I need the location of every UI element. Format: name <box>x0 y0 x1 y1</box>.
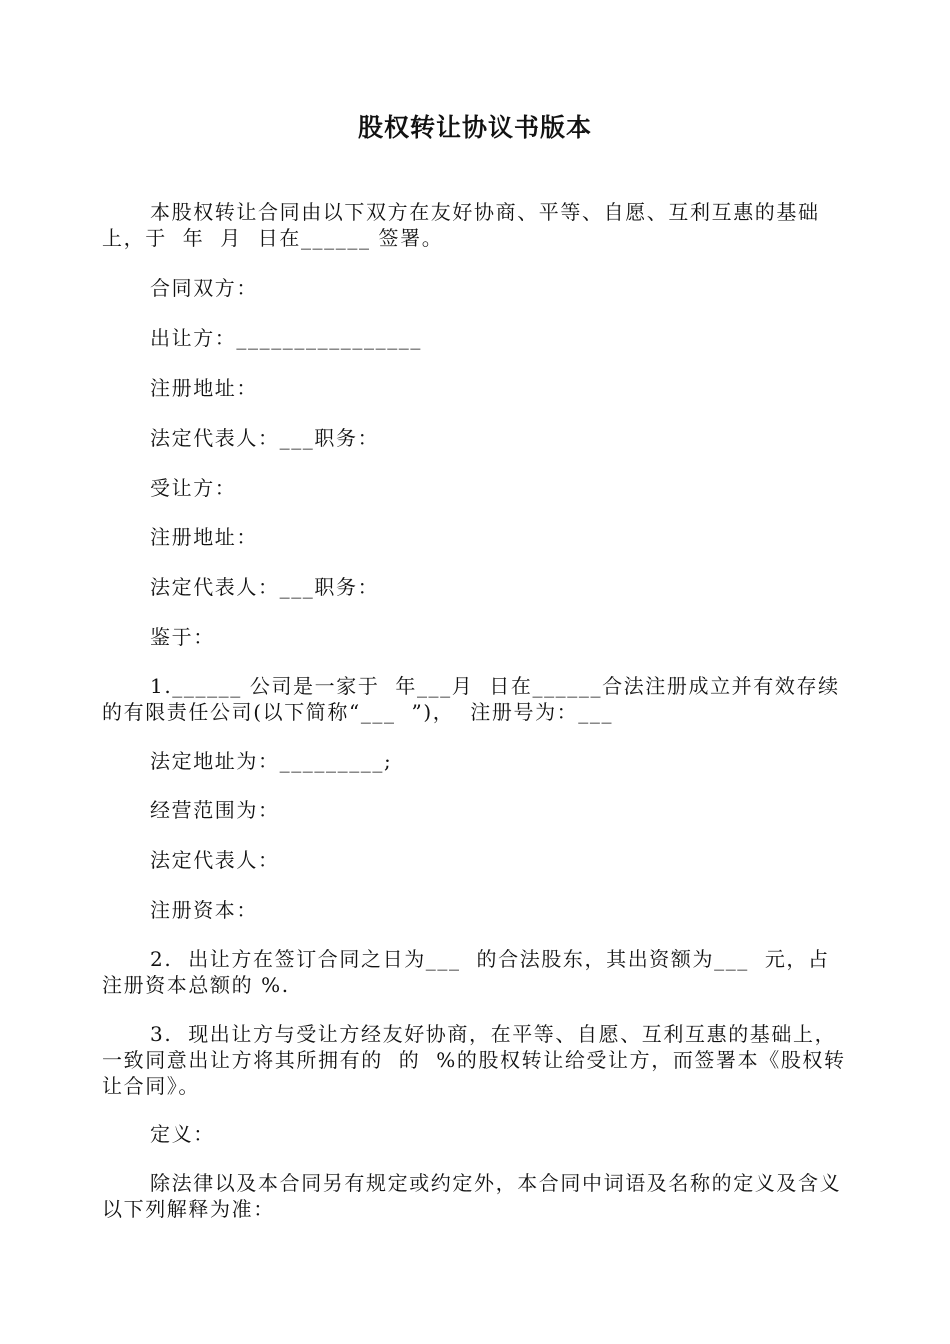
paragraph-legal-address: 法定地址为：_________; <box>150 749 393 773</box>
paragraph-intro: 本股权转让合同由以下双方在友好协商、平等、自愿、互利互惠的基础上，于 年 月 日在______ 签署。 <box>102 200 820 250</box>
paragraph-registered-capital: 注册资本： <box>150 898 258 922</box>
paragraph-parties-heading: 合同双方： <box>150 276 258 300</box>
paragraph-transferor-representative: 法定代表人：___职务： <box>150 426 380 450</box>
paragraph-transferee: 受让方： <box>150 476 237 500</box>
paragraph-transferor-address: 注册地址： <box>150 376 258 400</box>
paragraph-item-2: 2. 出让方在签订合同之日为___ 的合法股东，其出资额为___ 元，占 注册资本总额的 %. <box>102 947 846 997</box>
paragraph-definitions-heading: 定义： <box>150 1122 215 1146</box>
paragraph-definitions: 除法律以及本合同另有规定或约定外，本合同中词语及名称的定义及含义以下列解释为准： <box>102 1171 842 1221</box>
paragraph-item-3: 3. 现出让方与受让方经友好协商，在平等、自愿、互利互惠的基础上，一致同意出让方将其所拥有的 的 %的股权转让给受让方，而签署本《股权转让合同》。 <box>102 1022 846 1098</box>
paragraph-transferee-address: 注册地址： <box>150 525 258 549</box>
paragraph-transferee-representative: 法定代表人：___职务： <box>150 575 380 599</box>
paragraph-whereas: 鉴于： <box>150 625 215 649</box>
paragraph-legal-representative: 法定代表人： <box>150 848 280 872</box>
document-title: 股权转让协议书版本 <box>357 113 592 142</box>
paragraph-item-1: 1.______ 公司是一家于 年___月 日在______合法注册成立并有效存续的有限责任公司(以下简称“___ ”)， 注册号为：___ <box>102 674 840 724</box>
paragraph-transferor: 出让方：________________ <box>150 326 422 350</box>
paragraph-business-scope: 经营范围为： <box>150 798 280 822</box>
